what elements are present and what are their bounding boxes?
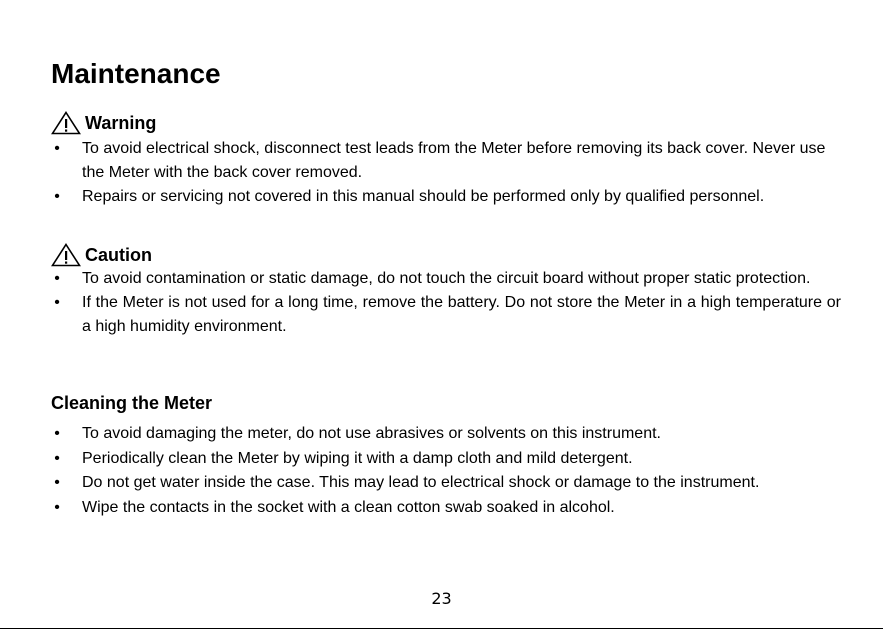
- list-item: [51, 267, 841, 291]
- footer-divider: [0, 628, 883, 629]
- list-item-text: To avoid contamination or static damage, do not touch the circuit board without proper static protection.: [82, 270, 811, 287]
- list-item: [51, 291, 841, 339]
- list-item-text: If the Meter is not used for a long time, remove the battery. Do not store the Meter in a high temperature or a high humidity environment.: [82, 294, 841, 335]
- list-item: [51, 447, 841, 472]
- warning-triangle-icon: [51, 243, 81, 267]
- list-item-text: Repairs or servicing not covered in this manual should be performed only by qualified personnel.: [82, 188, 765, 205]
- bullet: •: [54, 140, 60, 157]
- page-title: Maintenance: [51, 58, 221, 89]
- caution-label: Caution: [85, 245, 152, 265]
- warning-heading: [51, 110, 156, 136]
- list-item-text: To avoid electrical shock, disconnect test leads from the Meter before removing its back cover. Never use the Meter with the back cover removed.: [82, 140, 826, 181]
- bullet: •: [54, 270, 60, 287]
- page-number: 23: [431, 589, 452, 608]
- list-item: [51, 471, 841, 496]
- list-item: [51, 422, 841, 447]
- list-item-text: Do not get water inside the case. This may lead to electrical shock or damage to the instrument.: [82, 474, 760, 491]
- list-item: [51, 185, 841, 209]
- cleaning-heading: Cleaning the Meter: [51, 393, 213, 413]
- list-item-text: Periodically clean the Meter by wiping it with a damp cloth and mild detergent.: [82, 449, 633, 467]
- warning-label: Warning: [85, 113, 157, 133]
- list-item: [51, 137, 841, 185]
- warning-triangle-icon: [51, 111, 81, 135]
- bullet: •: [54, 474, 60, 491]
- caution-heading: [51, 242, 152, 268]
- cleaning-list: [51, 422, 841, 520]
- list-item-text: Wipe the contacts in the socket with a clean cotton swab soaked in alcohol.: [82, 498, 615, 516]
- bullet: •: [54, 294, 60, 311]
- bullet: •: [54, 498, 60, 516]
- bullet: •: [54, 188, 60, 205]
- bullet: •: [54, 425, 60, 442]
- list-item-text: To avoid damaging the meter, do not use abrasives or solvents on this instrument.: [82, 425, 661, 442]
- bullet: •: [54, 449, 60, 467]
- warning-list: [51, 137, 841, 209]
- list-item: [51, 496, 841, 521]
- caution-list: [51, 267, 841, 339]
